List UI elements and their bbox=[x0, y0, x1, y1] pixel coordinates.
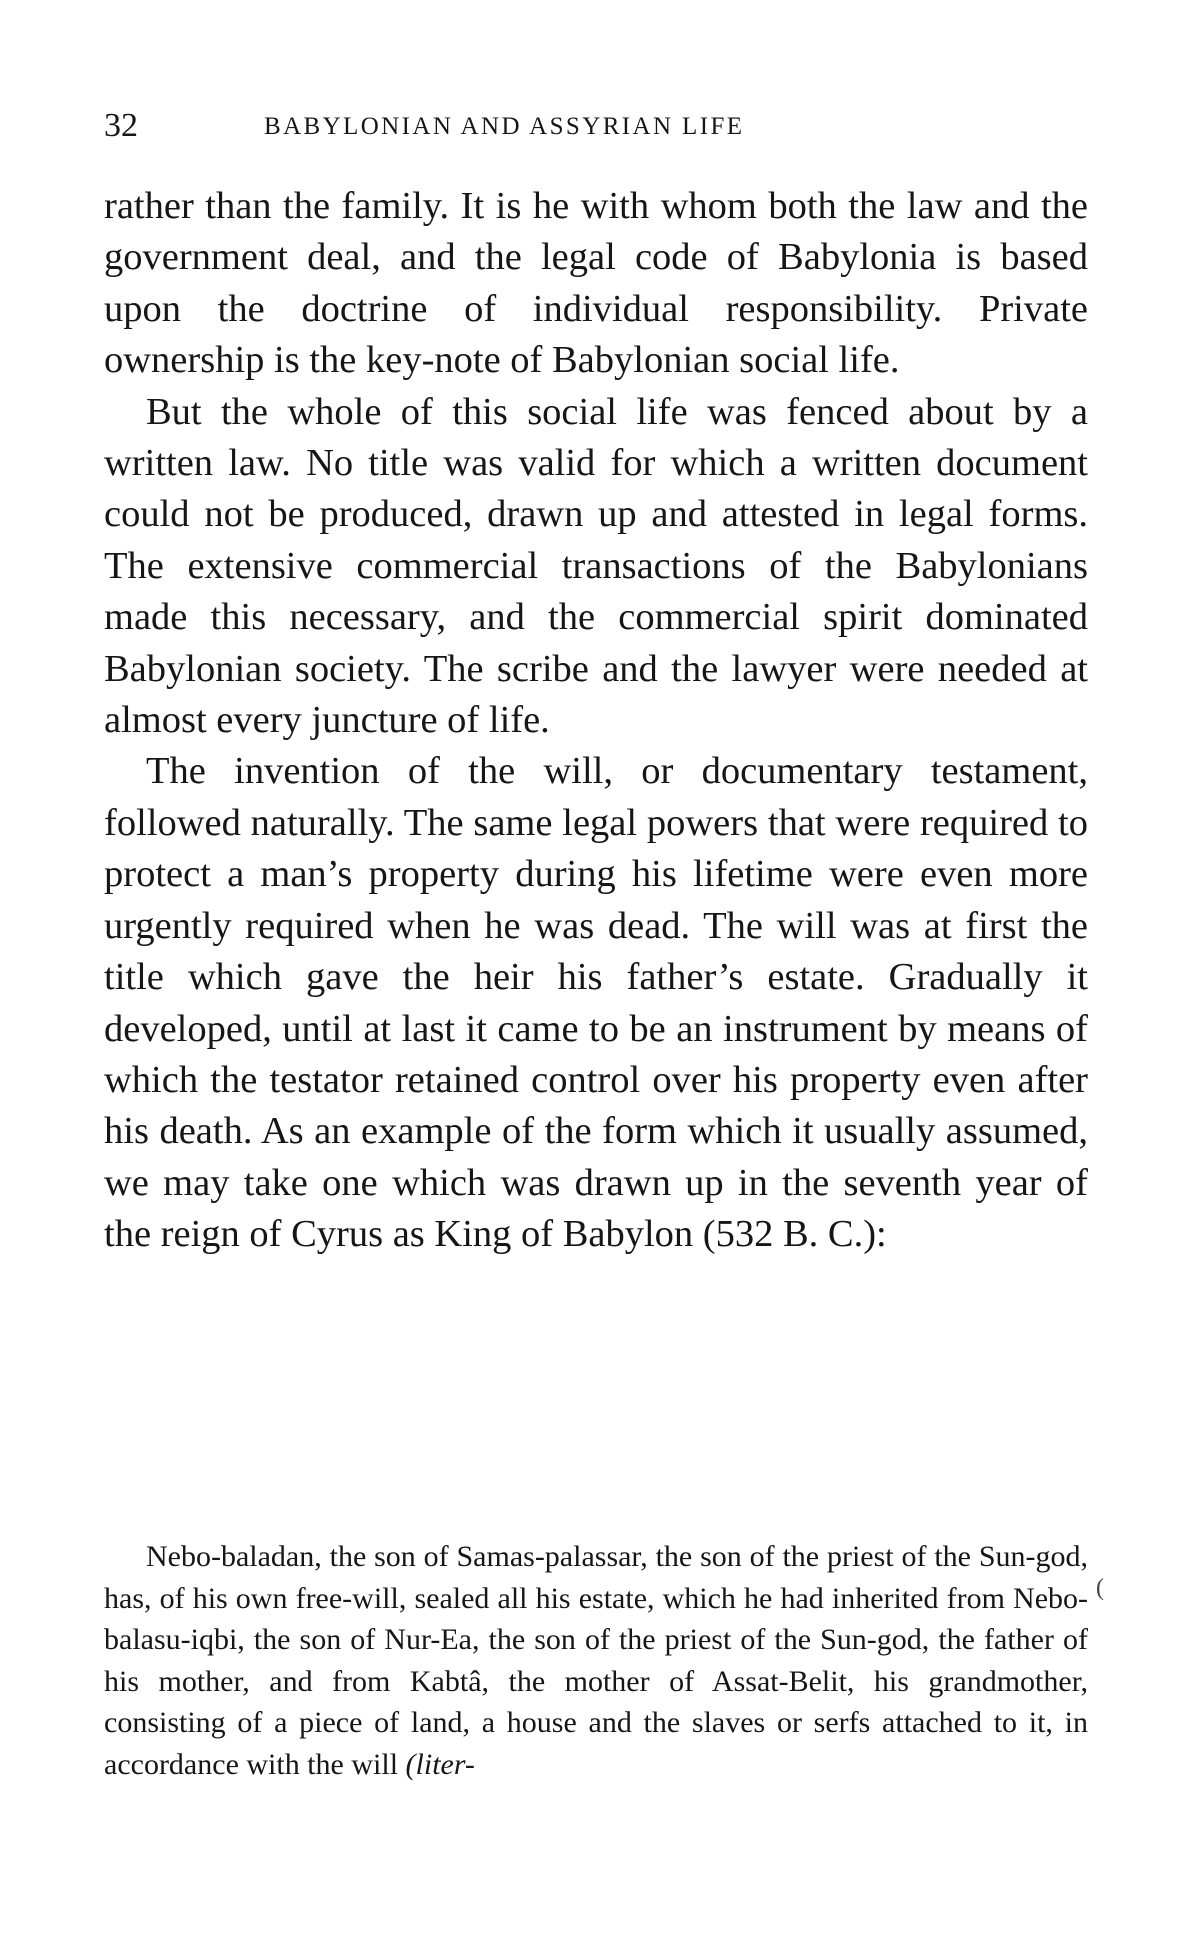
page-header bbox=[104, 104, 1084, 148]
margin-bracket-mark: ( bbox=[1096, 1575, 1104, 1601]
paragraph-written-law: But the whole of this social life was fenced about by a written law. No title was valid for which a written document could not be produced, drawn up and attested in legal forms. The extensive commercial transactions of the Babylonians made this necessary, and the commercial spirit dominated Babylonian society. The scribe and the lawyer were needed at almost every juncture of life. bbox=[104, 390, 1088, 742]
paragraph-invention-of-will: The invention of the will, or documentary testament, followed naturally. The same legal powers that were required to protect a man’s property during his lifetime were even more urgently required when he was dead. The will was at first the title which gave the heir his father’s estate. Gradually it developed, until at last it came to be an instrument by means of which the testator retained control over his property even after his death. As an example of the form which it usually assumed, we may take one which was drawn up in the seventh year of the reign of Cyrus as King of Babylon (532 B. C.): bbox=[104, 750, 1088, 1256]
quoted-will-text: Nebo-baladan, the son of Samas-palassar, the son of the priest of the Sun-god, has, of his own free-will, sealed all his estate, which he had inherited from Nebo-balasu-iqbi, the son of Nur-Ea, the son of the priest of the Sun-god, the father of his mother, and from Kabtâ, the mother of Assat-Belit, his grandmother, consisting of a piece of land, a house and the slaves or serfs attached to it, in accordance with the will bbox=[104, 1540, 1088, 1781]
running-head: BABYLONIAN AND ASSYRIAN LIFE bbox=[264, 113, 745, 140]
body-text bbox=[104, 181, 1088, 1261]
paragraph-continued: rather than the family. It is he with whom both the law and the government deal, and the legal code of Babylonia is based upon the doctrine of individual responsibility. Private ownership is the key-note of Babylonian social life. bbox=[104, 185, 1088, 382]
quoted-will bbox=[104, 1536, 1088, 1786]
quoted-will-trailing-italic: (liter- bbox=[405, 1747, 475, 1781]
quoted-will-paragraph bbox=[104, 1536, 1088, 1786]
page-number: 32 bbox=[104, 107, 138, 144]
